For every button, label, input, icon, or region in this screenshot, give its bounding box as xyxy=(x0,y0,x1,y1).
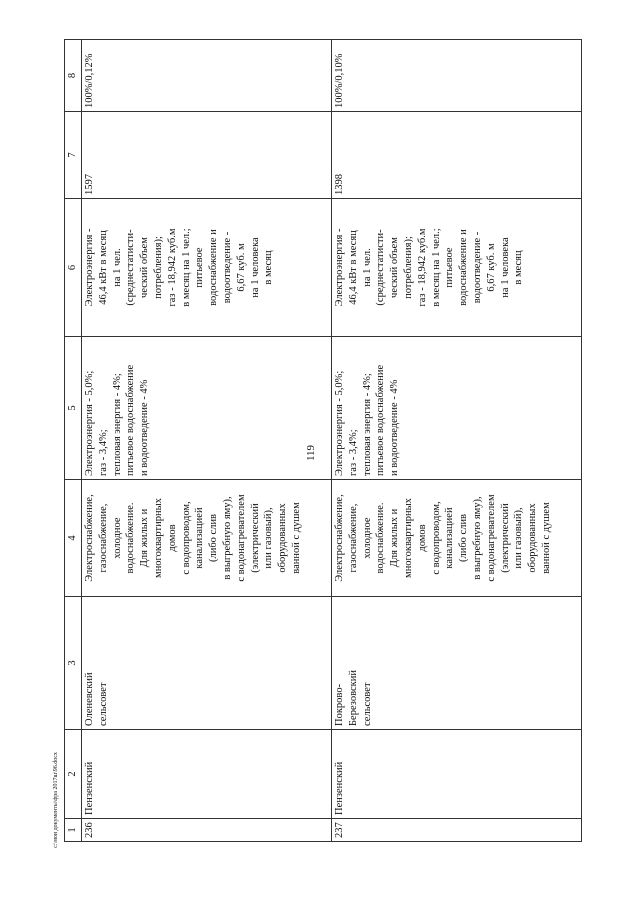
column-header-8: 8 xyxy=(65,40,82,112)
services-cell: Электроснабжение, газоснабжение, холодное водоснабжение. Для жилых и многоквартирных домов с водопроводом, канализацией (либо слив в выгребную яму), с водонагревателем (электрический или газовый), оборудованных ванной с душем xyxy=(82,480,332,597)
footer-file-path: c:\мои документы\фра 2017ш\96.docx xyxy=(53,752,59,848)
settlement-cell: Покрово- Березовский сельсовет xyxy=(332,597,582,730)
row-number: 236 xyxy=(82,819,332,842)
tariff-table-container xyxy=(64,40,578,842)
tariff-table xyxy=(64,39,582,842)
increase-cell: Электроэнергия - 5,0%; газ - 3,4%; тепловая энергия - 4%; питьевое водоснабжение и водоотведение - 4% xyxy=(82,337,332,480)
column-header-5: 5 xyxy=(65,337,82,480)
district-cell: Пензенский xyxy=(82,730,332,819)
header-row xyxy=(65,40,82,842)
norms-cell: Электроэнергия - 46,4 кВт в месяц на 1 чел. (среднестатисти- ческий объем потребления); газ - 18,942 куб.м в месяц на 1 чел.; питьевое водоснабжение и водоотведение - 6,67 куб. м на 1 человека в месяц xyxy=(332,199,582,337)
population-cell: 1398 xyxy=(332,112,582,199)
column-header-1: 1 xyxy=(65,819,82,842)
column-header-4: 4 xyxy=(65,480,82,597)
share-cell: 100%/0,10% xyxy=(332,40,582,112)
population-cell: 1597 xyxy=(82,112,332,199)
district-cell: Пензенский xyxy=(332,730,582,819)
page-number: 119 xyxy=(305,444,317,462)
column-header-3: 3 xyxy=(65,597,82,730)
norms-cell: Электроэнергия - 46,4 кВт в месяц на 1 чел. (среднестатисти- ческий объем потребления); газ - 18,942 куб.м в месяц на 1 чел.; питьевое водоснабжение и водоотведение - 6,67 куб. м на 1 человека в месяц xyxy=(82,199,332,337)
column-header-2: 2 xyxy=(65,730,82,819)
increase-cell: Электроэнергия - 5,0%; газ - 3,4%; тепловая энергия - 4%; питьевое водоснабжение и водоотведение - 4% xyxy=(332,337,582,480)
services-cell: Электроснабжение, газоснабжение, холодное водоснабжение. Для жилых и многоквартирных домов с водопроводом, канализацией (либо слив в выгребную яму), с водонагревателем (электрический или газовый), оборудованных ванной с душем xyxy=(332,480,582,597)
column-header-7: 7 xyxy=(65,112,82,199)
row-number: 237 xyxy=(332,819,582,842)
column-header-6: 6 xyxy=(65,199,82,337)
table-row xyxy=(332,40,582,842)
share-cell: 100%/0,12% xyxy=(82,40,332,112)
settlement-cell: Оленевский сельсовет xyxy=(82,597,332,730)
table-row xyxy=(82,40,332,842)
